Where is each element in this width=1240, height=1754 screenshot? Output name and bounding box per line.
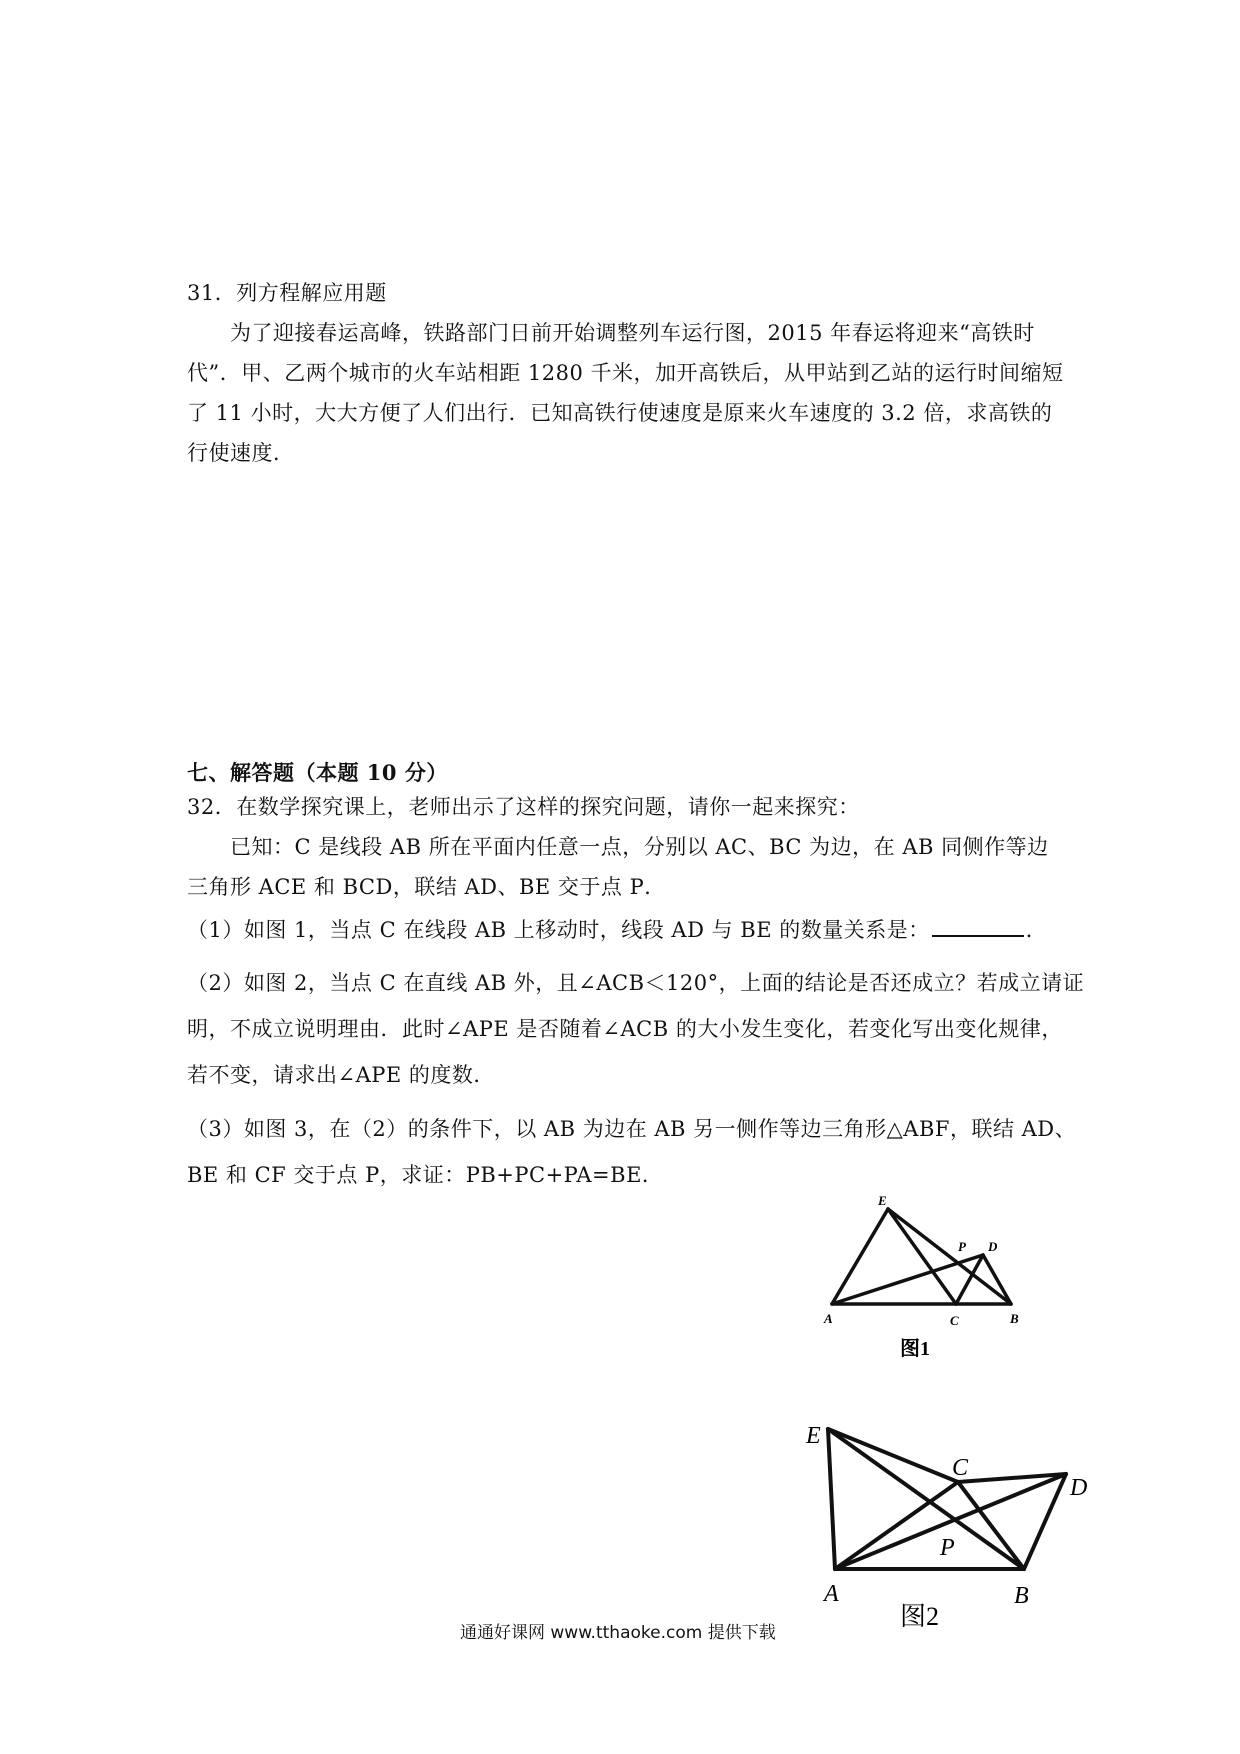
q31-line-3: 了 11 小时，大大方便了人们出行．已知高铁行使速度是原来火车速度的 3.2 倍，求高铁的 (187, 401, 1053, 425)
fig2-label-D: D (1070, 1475, 1088, 1501)
fig1-label-P: P (958, 1239, 966, 1254)
fig2-label-C: C (952, 1455, 969, 1481)
q31-title: 31．列方程解应用题 (187, 281, 387, 305)
fig1-segment-EB (888, 1209, 1011, 1304)
fig1-label-B: B (1010, 1311, 1019, 1326)
footer-credit: 通通好课网 www.tthaoke.com 提供下载 (460, 1623, 776, 1643)
fig2-segment-EB (828, 1429, 1024, 1569)
fig1-label-E: E (878, 1193, 887, 1208)
q32-part2-line-3: 若不变，请求出∠APE 的度数． (187, 1063, 495, 1087)
fig1-segment-DB (983, 1255, 1011, 1304)
fig2-caption: 图2 (900, 1602, 940, 1631)
q31-line-4: 行使速度． (187, 441, 295, 465)
q32-part3-line-2: BE 和 CF 交于点 P，求证：PB+PC+PA=BE． (187, 1163, 664, 1187)
q32-part2-line-2: 明，不成立说明理由．此时∠APE 是否随着∠ACB 的大小发生变化，若变化写出变化规律， (187, 1017, 1063, 1041)
q31-line-2: 代”．甲、乙两个城市的火车站相距 1280 千米，加开高铁后，从甲站到乙站的运行时间缩短 (187, 361, 1064, 385)
fig1-segment-EC (888, 1209, 956, 1304)
q32-intro: 32．在数学探究课上，老师出示了这样的探究问题，请你一起来探究： (187, 795, 860, 819)
q32-given-1: 已知：C 是线段 AB 所在平面内任意一点，分别以 AC、BC 为边，在 AB 同侧作等边 (230, 835, 1049, 859)
figure-2 (800, 1415, 1100, 1635)
fig2-label-P: P (940, 1535, 955, 1561)
q32-given-2: 三角形 ACE 和 BCD，联结 AD、BE 交于点 P． (187, 875, 666, 899)
fig2-segment-AE (828, 1429, 835, 1569)
fig2-label-A: A (824, 1581, 839, 1607)
q32-part1 (187, 915, 1047, 945)
fig1-caption: 图1 (900, 1338, 930, 1360)
q32-part3-line-1: （3）如图 3，在（2）的条件下，以 AB 为边在 AB 另一侧作等边三角形△ABF，联结 AD、 (187, 1117, 1077, 1141)
q32-part1-end: ． (1025, 918, 1048, 942)
fig2-label-E: E (806, 1423, 821, 1449)
fig1-label-D: D (988, 1239, 998, 1254)
fig1-label-C: C (950, 1313, 959, 1328)
figure-1 (820, 1185, 1040, 1360)
fig2-label-B: B (1014, 1583, 1029, 1609)
answer-blank[interactable] (932, 915, 1024, 937)
section-heading: 七、解答题（本题 10 分） (187, 760, 448, 785)
q32-part1-text: （1）如图 1，当点 C 在线段 AB 上移动时，线段 AD 与 BE 的数量关系是： (187, 918, 930, 942)
fig1-label-A: A (824, 1311, 833, 1326)
q32-part2-line-1: （2）如图 2，当点 C 在直线 AB 外，且∠ACB＜120°，上面的结论是否还成立？若成立请证 (187, 971, 1085, 995)
q31-line-1: 为了迎接春运高峰，铁路部门日前开始调整列车运行图，2015 年春运将迎来“高铁时 (230, 321, 1035, 345)
